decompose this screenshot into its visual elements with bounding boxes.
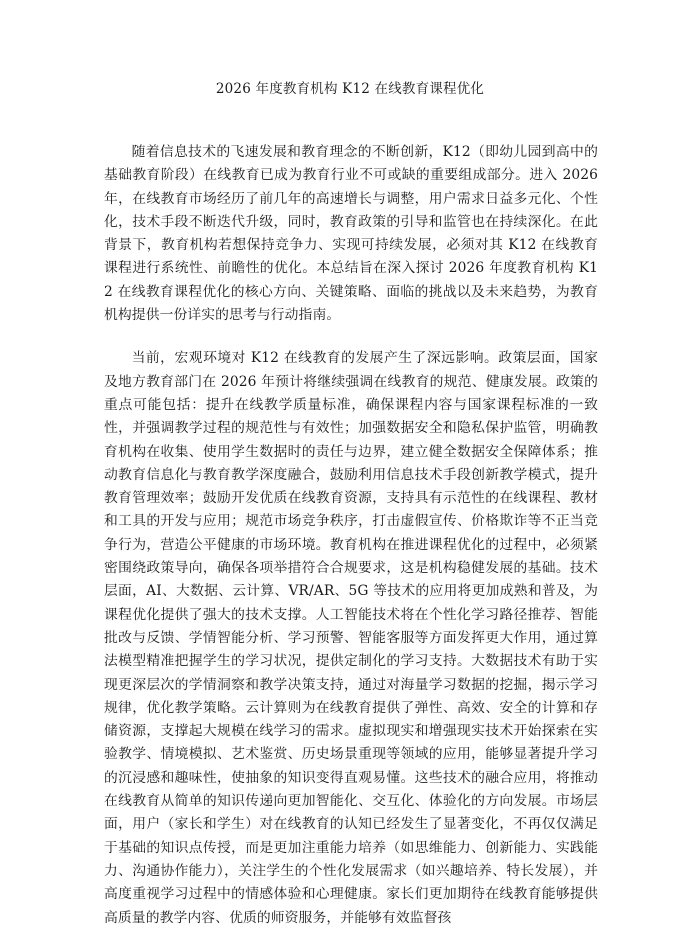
document-title: 2026 年度教育机构 K12 在线教育课程优化 [215, 81, 485, 97]
paragraph-intro: 随着信息技术的飞速发展和教育理念的不断创新，K12（即幼儿园到高中的基础教育阶段）在线教育已成为教育行业不可或缺的重要组成部分。进入 2026 年，在线教育市场经历了前几年的高速增长与调整，用户需求日益多元化、个性化，技术手段不断迭代升级，同时，教育政策的引导和监管也在持续深化。在此背景下，教育机构若想保持竞争力、实现可持续发展，必须对其 K12 在线教育课程进行系统性、前瞻性的优化。本总结旨在深入探讨 2026 年度教育机构 K12 在线教育课程优化的核心方向、关键策略、面临的挑战以及未来趋势，为教育机构提供一份详实的思考与行动指南。 [104, 144, 598, 324]
document-body [104, 141, 598, 950]
paragraph-environment: 当前，宏观环境对 K12 在线教育的发展产生了深远影响。政策层面，国家及地方教育部门在 2026 年预计将继续强调在线教育的规范、健康发展。政策的重点可能包括：提升在线教学质量标准，确保课程内容与国家课程标准的一致性，并强调教学过程的规范性与有效性；加强数据安全和隐私保护监管，明确教育机构在收集、使用学生数据时的责任与边界，建立健全数据安全保障体系；推动教育信息化与教育教学深度融合，鼓励利用信息技术手段创新教学模式，提升教育管理效率；鼓励开发优质在线教育资源，支持具有示范性的在线课程、教材和工具的开发与应用；规范市场竞争秩序，打击虚假宣传、价格欺诈等不正当竞争行为，营造公平健康的市场环境。教育机构在推进课程优化的过程中，必须紧密围绕政策导向，确保各项举措符合合规要求，这是机构稳健发展的基础。技术层面，AI、大数据、云计算、VR/AR、5G 等技术的应用将更加成熟和普及，为课程优化提供了强大的技术支撑。人工智能技术将在个性化学习路径推荐、智能批改与反馈、学情智能分析、学习预警、智能客服等方面发挥更大作用，通过算法模型精准把握学生的学习状况，提供定制化的学习支持。大数据技术有助于实现更深层次的学情洞察和教学决策支持，通过对海量学习数据的挖掘，揭示学习规律，优化教学策略。云计算则为在线教育提供了弹性、高效、安全的计算和存储资源，支撑起大规模在线学习的需求。虚拟现实和增强现实技术开始探索在实验教学、情境模拟、艺术鉴赏、历史场景重现等领域的应用，能够显著提升学习的沉浸感和趣味性，使抽象的知识变得直观易懂。这些技术的融合应用，将推动在线教育从简单的知识传递向更加智能化、交互化、体验化的方向发展。市场层面，用户（家长和学生）对在线教育的认知已经发生了显著变化，不再仅仅满足于基础的知识点传授，而是更加注重能力培养（如思维能力、创新能力、实践能力、沟通协作能力），关注学生的个性化发展需求（如兴趣培养、特长发展），并高度重视学习过程中的情感体验和心理健康。家长们更加期待在线教育能够提供高质量的教学内容、优质的师资服务，并能够有效监督孩 [104, 350, 598, 926]
